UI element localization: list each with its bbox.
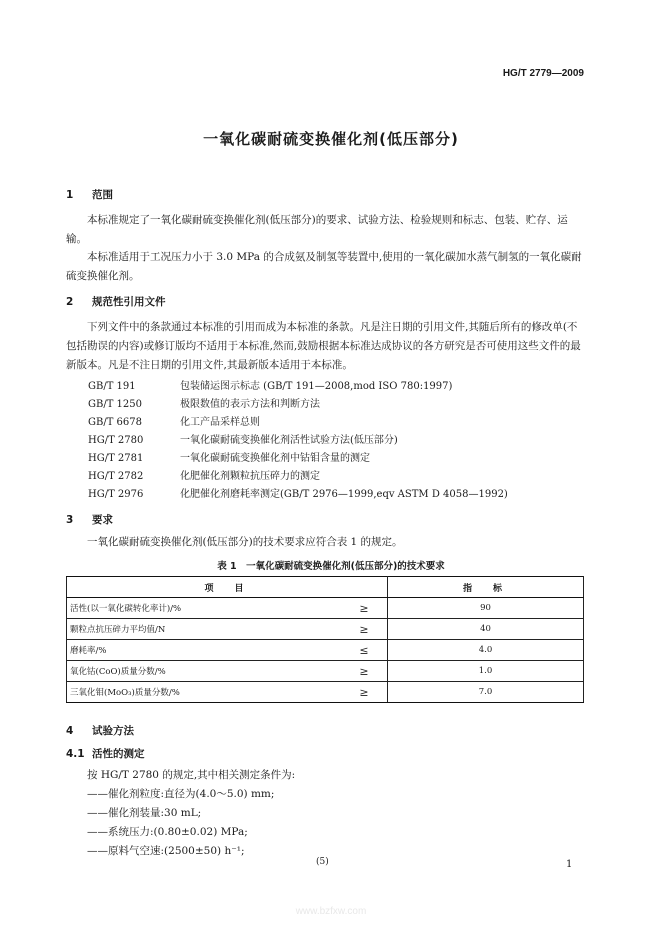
table-row <box>67 619 584 640</box>
watermark: www.bzfxw.com <box>295 906 367 917</box>
subsection-4-1-heading <box>66 746 145 761</box>
section-title: 范围 <box>92 189 113 201</box>
reference-code: GB/T 6678 <box>88 417 143 428</box>
row-operator: ≥ <box>341 619 388 640</box>
row-item: 氧化钴(CoO)质量分数/% <box>67 661 342 682</box>
table-row <box>67 640 584 661</box>
reference-title: 极限数值的表示方法和判断方法 <box>180 399 320 410</box>
reference-title: 化肥催化剂磨耗率测定(GB/T 2976—1999,eqv ASTM D 4058—1992) <box>180 489 508 500</box>
table-caption: 表 1 一氧化碳耐硫变换催化剂(低压部分)的技术要求 <box>217 561 445 572</box>
section-title: 试验方法 <box>92 725 134 737</box>
reference-title: 一氧化碳耐硫变换催化剂中钴钼含量的测定 <box>180 453 370 464</box>
reference-item <box>88 395 320 410</box>
reference-title: 化工产品采样总则 <box>180 417 260 428</box>
row-value: 4.0 <box>388 640 584 661</box>
table-row <box>67 661 584 682</box>
column-header-item: 项 目 <box>67 577 388 598</box>
row-item: 磨耗率/% <box>67 640 342 661</box>
reference-code: GB/T 1250 <box>88 399 143 410</box>
page-number: 1 <box>566 859 573 870</box>
reference-title: 化肥催化剂颗粒抗压碎力的测定 <box>180 471 320 482</box>
reference-title: 包装储运图示标志 (GB/T 191—2008,mod ISO 780:1997) <box>180 381 453 392</box>
reference-item <box>88 467 320 482</box>
reference-item <box>88 377 452 392</box>
subsection-4-1-intro: 按 HG/T 2780 的规定,其中相关测定条件为: <box>87 769 296 781</box>
condition-item: ——催化剂装量:30 mL; <box>87 807 202 819</box>
section-title: 规范性引用文件 <box>92 296 166 308</box>
section-1-para-1: 本标准规定了一氧化碳耐硫变换催化剂(低压部分)的要求、试验方法、检验规则和标志、包装、贮存、运输。 <box>66 214 568 245</box>
reference-title: 一氧化碳耐硫变换催化剂活性试验方法(低压部分) <box>180 435 398 446</box>
reference-item <box>88 449 370 464</box>
row-operator: ≥ <box>341 682 388 703</box>
column-header-index: 指 标 <box>388 577 584 598</box>
standard-code: HG/T 2779—2009 <box>502 68 584 79</box>
section-2-heading <box>66 294 166 309</box>
section-3-para: 一氧化碳耐硫变换催化剂(低压部分)的技术要求应符合表 1 的规定。 <box>87 536 403 548</box>
requirements-table <box>66 576 584 703</box>
condition-item: ——催化剂粒度:直径为(4.0～5.0) mm; <box>87 788 275 800</box>
section-4-heading <box>66 723 134 738</box>
section-number: 3 <box>66 514 74 526</box>
reference-item <box>88 485 508 500</box>
subsection-title: 活性的测定 <box>92 748 145 760</box>
row-item: 三氧化钼(MoO₃)质量分数/% <box>67 682 342 703</box>
reference-code: HG/T 2780 <box>88 435 144 446</box>
row-value: 1.0 <box>388 661 584 682</box>
row-operator: ≥ <box>341 661 388 682</box>
row-item: 活性(以一氧化碳转化率计)/% <box>67 598 342 619</box>
reference-item <box>88 431 398 446</box>
section-title: 要求 <box>92 514 113 526</box>
section-number: 2 <box>66 296 74 308</box>
section-number: 4 <box>66 725 74 737</box>
row-operator: ≥ <box>341 598 388 619</box>
reference-code: GB/T 191 <box>88 381 136 392</box>
reference-code: HG/T 2976 <box>88 489 144 500</box>
subsection-number: 4.1 <box>66 748 85 760</box>
page-title: 一氧化碳耐硫变换催化剂(低压部分) <box>203 130 459 148</box>
reference-code: HG/T 2781 <box>88 453 144 464</box>
condition-item: ——系统压力:(0.80±0.02) MPa; <box>87 826 248 838</box>
table-row <box>67 598 584 619</box>
section-2-intro: 下列文件中的条款通过本标准的引用而成为本标准的条款。凡是注日期的引用文件,其随后所有的修改单(不包括勘误的内容)或修订版均不适用于本标准,然而,鼓励根据本标准达成协议的各方研究是否可使用这些文件的最新版本。凡是不注日期的引用文件,其最新版本适用于本标准。 <box>66 321 581 371</box>
section-1-para-2: 本标准适用于工况压力小于 3.0 MPa 的合成氨及制氢等装置中,使用的一氧化碳加水蒸气制氢的一氧化碳耐硫变换催化剂。 <box>66 251 582 282</box>
condition-item: ——原料气空速:(2500±50) h⁻¹; <box>87 845 245 857</box>
page-marker: (5) <box>316 857 329 867</box>
row-value: 7.0 <box>388 682 584 703</box>
reference-code: HG/T 2782 <box>88 471 144 482</box>
table-row <box>67 682 584 703</box>
row-item: 颗粒点抗压碎力平均值/N <box>67 619 342 640</box>
reference-item <box>88 413 260 428</box>
section-1-heading <box>66 187 113 202</box>
row-value: 40 <box>388 619 584 640</box>
section-number: 1 <box>66 189 74 201</box>
table-header-row <box>67 577 584 598</box>
row-operator: ≤ <box>341 640 388 661</box>
row-value: 90 <box>388 598 584 619</box>
section-3-heading <box>66 512 113 527</box>
